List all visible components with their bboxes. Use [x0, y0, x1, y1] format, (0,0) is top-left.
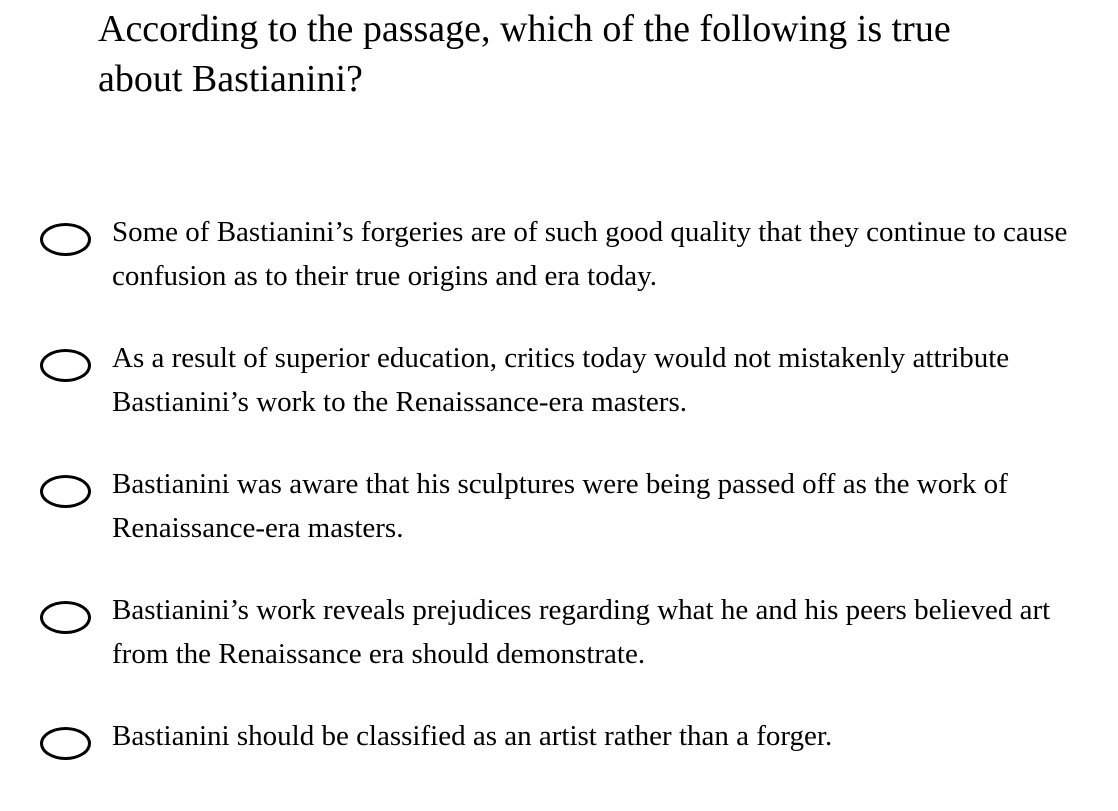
answer-choice-d[interactable] — [0, 585, 1118, 685]
answer-choice-c-label: Bastianini was aware that his sculptures were being passed off as the work of Renaissance-era masters. — [112, 468, 1008, 544]
answer-choice-d-label: Bastianini’s work reveals prejudices regarding what he and his peers believed art from the Renaissance era should demonstrate. — [112, 594, 1051, 670]
radio-button-c[interactable] — [40, 475, 91, 508]
answer-choice-c[interactable] — [0, 459, 1118, 559]
answer-choice-b[interactable] — [0, 333, 1118, 433]
answer-choice-a-label: Some of Bastianini’s forgeries are of such good quality that they continue to cause confusion as to their true origins and era today. — [112, 216, 1068, 292]
question-text: According to the passage, which of the following is true about Bastianini? — [98, 8, 951, 100]
radio-button-a[interactable] — [40, 223, 91, 256]
answer-choice-e-label: Bastianini should be classified as an artist rather than a forger. — [112, 720, 833, 752]
radio-button-d[interactable] — [40, 601, 91, 634]
radio-button-b[interactable] — [40, 349, 91, 382]
radio-button-e[interactable] — [40, 727, 91, 760]
answer-choice-a[interactable] — [0, 207, 1118, 307]
answer-choice-e[interactable] — [0, 711, 1118, 811]
answer-choice-b-label: As a result of superior education, critics today would not mistakenly attribute Bastianini’s work to the Renaissance-era masters. — [112, 342, 1010, 418]
